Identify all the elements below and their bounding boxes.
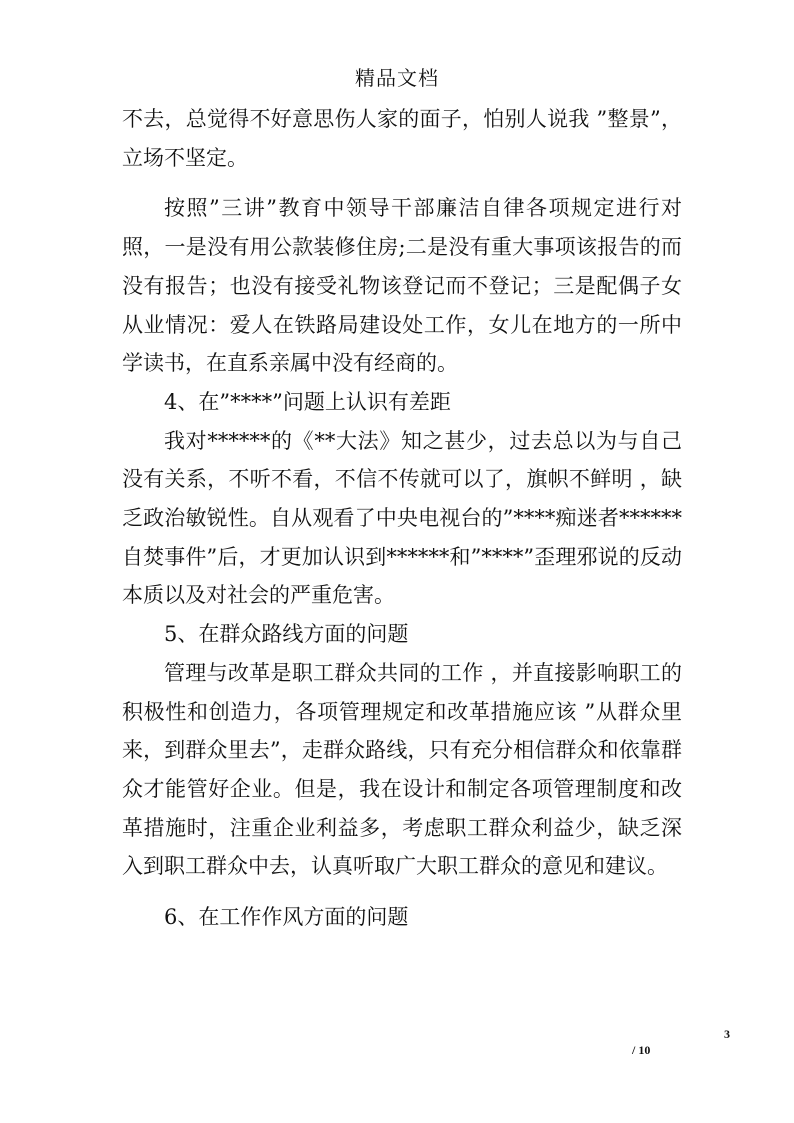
- paragraph-awareness: 我对******的《**大法》知之甚少，过去总以为与自己没有关系，不听不看，不信不传就可以了，旗帜不鲜明 ，缺乏政治敏锐性。自从观看了中央电视台的”****痴迷者******自焚事件”后，才更加认识到******和”****”歪理邪说的反动本质以及对社会的严重危害。: [122, 428, 682, 608]
- paragraph-self-discipline: 按照”三讲”教育中领导干部廉洁自律各项规定进行对照，一是没有用公款装修住房;二是没有重大事项该报告的而没有报告；也没有接受礼物该登记而不登记；三是配偶子女从业情况：爱人在铁路局建设处工作，女儿在地方的一所中学读书，在直系亲属中没有经商的。: [122, 196, 682, 376]
- paragraph-continuation: 不去，总觉得不好意思伤人家的面子，怕别人说我 ”整景”，立场不坚定。: [122, 107, 682, 170]
- page-number: 3: [724, 1027, 730, 1041]
- section-heading-6: 6、在工作作风方面的问题: [164, 905, 409, 930]
- paragraph-mass-line: 管理与改革是职工群众共同的工作 ，并直接影响职工的积极性和创造力，各项管理规定和改革措施应该 ”从群众里来，到群众里去”，走群众路线，只有充分相信群众和依靠群众才能管好企业。但是，我在设计和制定各项管理制度和改革措施时，注重企业利益多，考虑职工群众利益少，缺乏深入到职工群众中去，认真听取广大职工群众的意见和建议。: [122, 660, 682, 879]
- section-heading-4: 4、在”****”问题上认识有差距: [164, 389, 451, 414]
- page-header-title: 精品文档: [355, 66, 439, 90]
- document-body: [122, 100, 682, 937]
- page-total: / 10: [632, 1043, 651, 1057]
- section-heading-5: 5、在群众路线方面的问题: [164, 622, 409, 647]
